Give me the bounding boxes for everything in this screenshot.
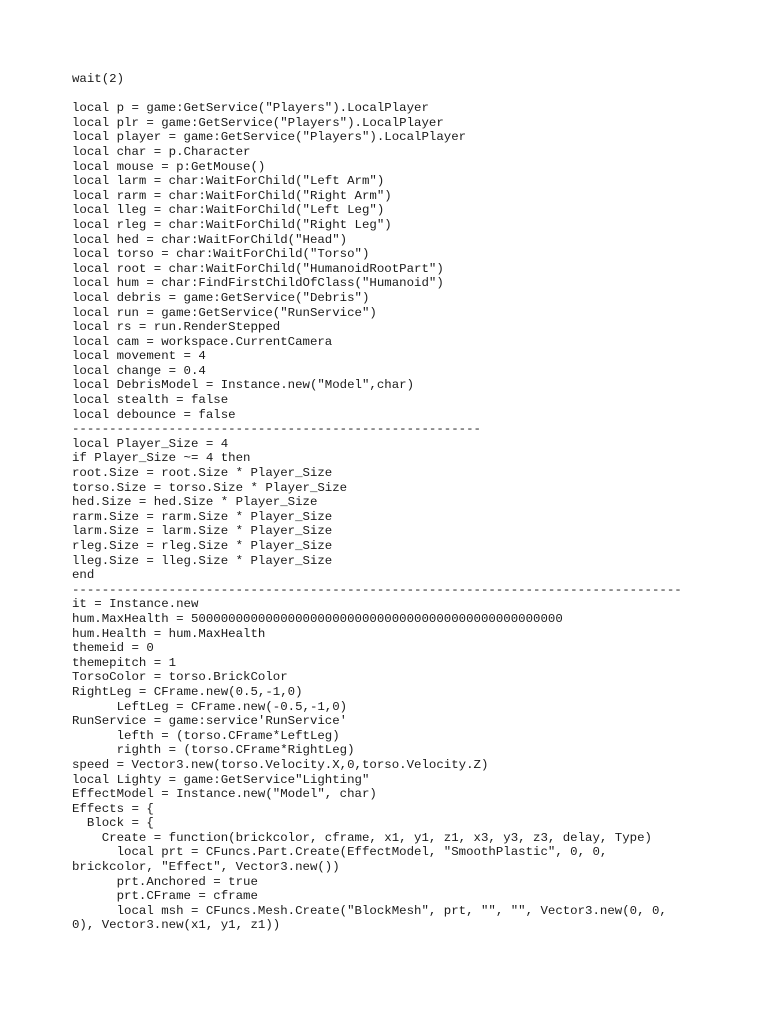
code-line: hum.Health = hum.MaxHealth: [72, 626, 266, 641]
code-line: local rleg = char:WaitForChild("Right Leg"): [72, 217, 392, 232]
code-line: local rarm = char:WaitForChild("Right Arm"): [72, 188, 392, 203]
code-line: local root = char:WaitForChild("HumanoidRootPart"): [72, 261, 444, 276]
code-line: local change = 0.4: [72, 363, 206, 378]
code-line: local msh = CFuncs.Mesh.Create("BlockMesh", prt, "", "", Vector3.new(0, 0,: [72, 903, 667, 918]
code-line: lefth = (torso.CFrame*LeftLeg): [72, 728, 340, 743]
code-line: local hum = char:FindFirstChildOfClass("Humanoid"): [72, 276, 444, 291]
code-line: local plr = game:GetService("Players").LocalPlayer: [72, 115, 444, 130]
code-line: local player = game:GetService("Players").LocalPlayer: [72, 130, 467, 145]
code-line: prt.Anchored = true: [72, 874, 258, 889]
code-line: LeftLeg = CFrame.new(-0.5,-1,0): [72, 699, 348, 714]
code-line: local DebrisModel = Instance.new("Model",char): [72, 378, 415, 393]
code-line: local torso = char:WaitForChild("Torso"): [72, 247, 370, 262]
code-line: lleg.Size = lleg.Size * Player_Size: [72, 553, 333, 568]
code-line: RunService = game:service'RunService': [72, 714, 348, 729]
code-line: brickcolor, "Effect", Vector3.new()): [72, 860, 340, 875]
code-line: local char = p.Character: [72, 144, 251, 159]
code-line: 0), Vector3.new(x1, y1, z1)): [72, 918, 281, 933]
code-line: larm.Size = larm.Size * Player_Size: [72, 524, 333, 539]
code-line: -------------------------------------------------------: [72, 422, 481, 437]
code-line: if Player_Size ~= 4 then: [72, 451, 251, 466]
code-line: local debris = game:GetService("Debris"): [72, 290, 370, 305]
code-line: local hed = char:WaitForChild("Head"): [72, 232, 348, 247]
code-line: end: [72, 568, 95, 583]
code-line: hed.Size = hed.Size * Player_Size: [72, 495, 318, 510]
code-line: EffectModel = Instance.new("Model", char): [72, 787, 377, 802]
code-line: local run = game:GetService("RunService"): [72, 305, 377, 320]
code-line: local stealth = false: [72, 393, 229, 408]
code-line: local lleg = char:WaitForChild("Left Leg"): [72, 203, 385, 218]
code-line: Effects = {: [72, 801, 154, 816]
code-line: local cam = workspace.CurrentCamera: [72, 334, 333, 349]
code-line: rleg.Size = rleg.Size * Player_Size: [72, 539, 333, 553]
code-line: hum.MaxHealth = 50000000000000000000000000000000000000000000000000: [72, 611, 563, 626]
code-line: local larm = char:WaitForChild("Left Arm"): [72, 174, 385, 189]
code-line: it = Instance.new: [72, 597, 199, 612]
code-line: local p = game:GetService("Players").LocalPlayer: [72, 101, 429, 116]
code-line: local rs = run.RenderStepped: [72, 320, 281, 335]
code-line: TorsoColor = torso.BrickColor: [72, 670, 288, 685]
code-line: torso.Size = torso.Size * Player_Size: [72, 480, 348, 495]
code-line: local mouse = p:GetMouse(): [72, 159, 266, 174]
code-line: ----------------------------------------------------------------------------------: [72, 582, 682, 597]
code-line: local Lighty = game:GetService"Lighting": [72, 772, 370, 787]
code-line: Create = function(brickcolor, cframe, x1, y1, z1, x3, y3, z3, delay, Type): [72, 830, 652, 845]
code-line: speed = Vector3.new(torso.Velocity.X,0,torso.Velocity.Z): [72, 757, 489, 772]
code-line: wait(2): [72, 72, 125, 86]
code-line: righth = (torso.CFrame*RightLeg): [72, 743, 355, 758]
code-line: rarm.Size = rarm.Size * Player_Size: [72, 509, 333, 524]
code-listing: [72, 72, 712, 933]
code-line: prt.CFrame = cframe: [72, 889, 258, 904]
code-line: local Player_Size = 4: [72, 436, 229, 451]
code-line: themepitch = 1: [72, 655, 177, 670]
code-line: root.Size = root.Size * Player_Size: [72, 466, 333, 481]
blank-line: [72, 87, 712, 102]
code-line: RightLeg = CFrame.new(0.5,-1,0): [72, 684, 303, 699]
code-line: local prt = CFuncs.Part.Create(EffectModel, "SmoothPlastic", 0, 0,: [72, 845, 608, 860]
code-line: local movement = 4: [72, 349, 206, 364]
code-line: themeid = 0: [72, 641, 154, 656]
code-line: local debounce = false: [72, 407, 236, 422]
code-line: Block = {: [72, 816, 154, 831]
